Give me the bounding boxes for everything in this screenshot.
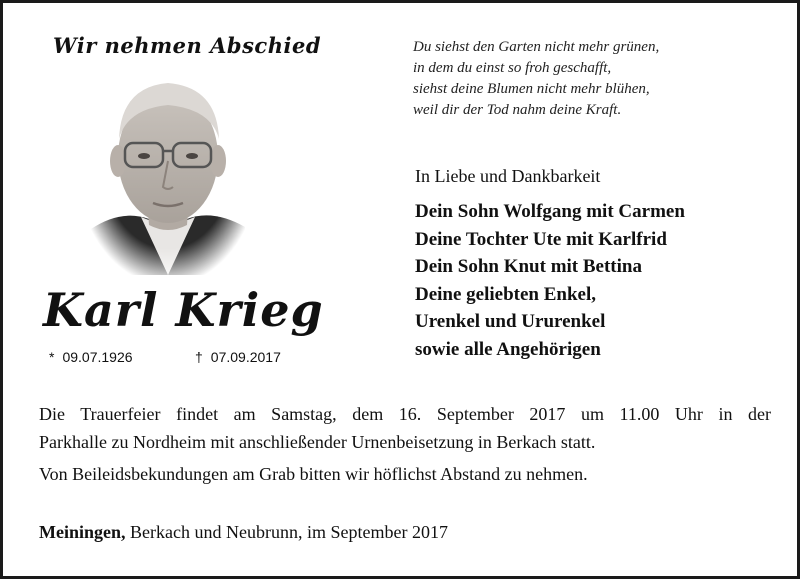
- birth-date-group: [49, 349, 133, 365]
- family-member: sowie alle Angehörigen: [415, 338, 601, 360]
- poem-line: in dem du einst so froh geschafft,: [413, 60, 612, 76]
- poem-line: Du siehst den Garten nicht mehr grünen,: [413, 39, 660, 55]
- thanks-line: In Liebe und Dankbarkeit: [415, 166, 601, 186]
- service-info: [39, 400, 771, 488]
- portrait-photo-icon: [91, 69, 245, 275]
- death-date-group: [195, 349, 281, 365]
- headline: Wir nehmen Abschied: [53, 33, 322, 58]
- birth-date: 09.07.1926: [62, 349, 133, 365]
- service-line: Parkhalle zu Nordheim mit anschließender Urnenbeisetzung in Berkach statt.: [39, 432, 596, 452]
- birth-symbol: *: [49, 349, 55, 365]
- family-member: Deine geliebten Enkel,: [415, 283, 597, 305]
- poem-line: weil dir der Tod nahm deine Kraft.: [413, 102, 622, 118]
- poem-line: siehst deine Blumen nicht mehr blühen,: [413, 81, 650, 97]
- poem: [413, 37, 783, 121]
- service-line: Die Trauerfeier findet am Samstag, dem 16. September 2017 um 11.00 Uhr in der: [39, 404, 771, 424]
- portrait-photo: [91, 69, 245, 275]
- condolence-note: Von Beileidsbekundungen am Grab bitten wir höflichst Abstand zu nehmen.: [39, 464, 588, 484]
- family-member: Urenkel und Ururenkel: [415, 311, 606, 333]
- family-list: [415, 198, 785, 364]
- family-member: Dein Sohn Wolfgang mit Carmen: [415, 201, 685, 222]
- footer-place: Meiningen,: [39, 522, 126, 542]
- family-member: Deine Tochter Ute mit Karlfrid: [415, 228, 667, 250]
- footer-place-date: [39, 522, 448, 543]
- death-date: 07.09.2017: [210, 349, 281, 365]
- deceased-name: Karl Krieg: [43, 283, 324, 337]
- footer-rest: Berkach und Neubrunn, im September 2017: [125, 522, 448, 542]
- cross-icon: †: [195, 349, 203, 365]
- family-member: Dein Sohn Knut mit Bettina: [415, 256, 642, 278]
